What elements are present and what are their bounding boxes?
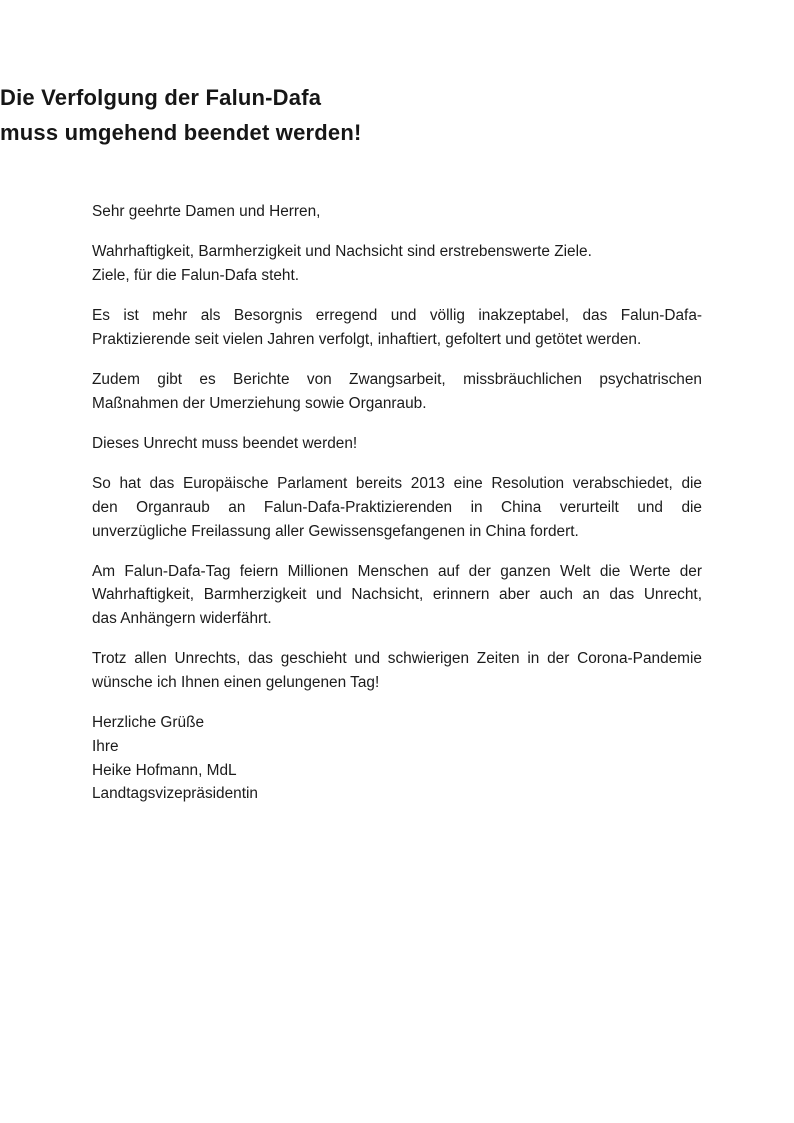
closing-greeting: Herzliche Grüße <box>92 714 205 732</box>
paragraph-line: wünsche ich Ihnen einen gelungenen Tag! <box>92 674 380 692</box>
paragraph-line: Wahrhaftigkeit, Barmherzigkeit und Nachsicht sind erstrebenswerte Ziele. <box>92 243 592 261</box>
paragraph-line: Dieses Unrecht muss beendet werden! <box>92 434 358 452</box>
closing-pronoun: Ihre <box>92 737 119 755</box>
salutation <box>92 200 702 224</box>
paragraph-line: Praktizierende seit vielen Jahren verfolgt, inhaftiert, gefoltert und getötet werden. <box>92 330 642 348</box>
paragraph-injustice <box>92 432 702 456</box>
letter-title <box>0 80 794 150</box>
paragraph-line: Ziele, für die Falun-Dafa steht. <box>92 266 300 284</box>
paragraph-reports <box>92 368 702 415</box>
paragraph-line: den Organraub an Falun-Dafa-Praktizierenden in China verurteilt und die <box>92 498 702 516</box>
paragraph-line: So hat das Europäische Parlament bereits 2013 eine Resolution verabschiedet, die <box>92 475 702 493</box>
paragraph-line: Es ist mehr als Besorgnis erregend und völlig inakzeptabel, das Falun-Dafa- <box>92 307 702 325</box>
paragraph-line: Zudem gibt es Berichte von Zwangsarbeit, missbräuchlichen psychatrischen <box>92 371 702 389</box>
salutation-text: Sehr geehrte Damen und Herren, <box>92 203 321 220</box>
paragraph-persecution <box>92 304 702 351</box>
closing-block <box>92 711 702 806</box>
paragraph-eu-parliament <box>92 472 702 543</box>
paragraph-line: Trotz allen Unrechts, das geschieht und schwierigen Zeiten in der Corona-Pandemie <box>92 650 702 668</box>
closing-signer-name: Heike Hofmann, MdL <box>92 761 237 779</box>
paragraph-wishes <box>92 647 702 694</box>
paragraph-line: Wahrhaftigkeit, Barmherzigkeit und Nachsicht, erinnern aber auch an das Unrecht, <box>92 586 702 604</box>
paragraph-line: unverzügliche Freilassung aller Gewissensgefangenen in China fordert. <box>92 522 579 540</box>
title-line-1: Die Verfolgung der Falun-Dafa <box>0 85 322 110</box>
paragraph-values <box>92 240 702 287</box>
title-line-2: muss umgehend beendet werden! <box>0 120 362 145</box>
letter-body <box>92 200 702 806</box>
closing-signer-title: Landtagsvizepräsidentin <box>92 785 258 803</box>
paragraph-line: das Anhängern widerfährt. <box>92 610 272 628</box>
paragraph-falun-dafa-day <box>92 560 702 631</box>
paragraph-line: Am Falun-Dafa-Tag feiern Millionen Menschen auf der ganzen Welt die Werte der <box>92 562 702 580</box>
paragraph-line: Maßnahmen der Umerziehung sowie Organraub. <box>92 394 427 412</box>
